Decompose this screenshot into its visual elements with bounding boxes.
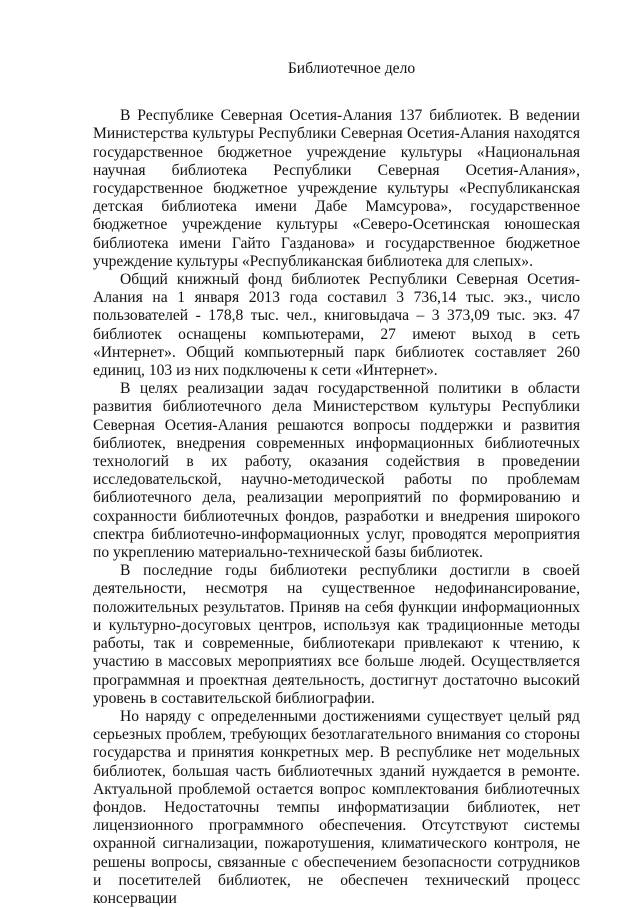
paragraph-3: В целях реализации задач государственной политики в области развития библиотечного дела Министерством культуры Республики Северная Осетия-Алания решаются вопросы поддержки и развития библиотек, внедрения современных информационных библиотечных технологий в их работу, оказания содействия в проведении исследовательской, научно-методической работы по проблемам библиотечного дела, реализации мероприятий по формированию и сохранности библиотечных фондов, разработки и внедрения широкого спектра библиотечно-информационных услуг, проводятся мероприятия по укреплению материально-технической базы библиотек. [93,380,580,562]
paragraph-4: В последние годы библиотеки республики достигли в своей деятельности, несмотря на существенное недофинансирование, положительных результатов. Приняв на себя функции информационных и культурно-досуговых центров, используя как традиционные методы работы, так и современные, библиотекари привлекают к чтению, к участию в массовых мероприятиях все больше людей. Осуществляется программная и проектная деятельность, достигнут достаточно высокий уровень в составительской библиографии. [93,562,580,707]
document-page [93,60,580,908]
paragraph-1: В Республике Северная Осетия-Алания 137 библиотек. В ведении Министерства культуры Республики Северная Осетия-Алания находятся государственное бюджетное учреждение культуры «Национальная научная библиотека Республики Северная Осетия-Алания», государственное бюджетное учреждение культуры «Республиканская детская библиотека имени Дабе Мамсурова», государственное бюджетное учреждение культуры «Северо-Осетинская юношеская библиотека имени Гайто Газданова» и государственное бюджетное учреждение культуры «Республиканская библиотека для слепых». [93,107,580,270]
paragraph-5: Но наряду с определенными достижениями существует целый ряд серьезных проблем, требующих безотлагательного внимания со стороны государства и принятия конкретных мер. В республике нет модельных библиотек, большая часть библиотечных зданий нуждается в ремонте. Актуальной проблемой остается вопрос комплектования библиотечных фондов. Недостаточны темпы информатизации библиотек, нет лицензионного программного обеспечения. Отсутствуют системы охранной сигнализации, пожаротушения, климатического контроля, не решены вопросы, связанные с обеспечением безопасности сотрудников и посетителей библиотек, не обеспечен технический процесс консервации [93,707,580,907]
document-title: Библиотечное дело [287,60,416,77]
paragraph-2: Общий книжный фонд библиотек Республики Северная Осетия-Алания на 1 января 2013 года составил 3 736,14 тыс. экз., число пользователей - 178,8 тыс. чел., книговыдача – 3 373,09 тыс. экз. 47 библиотек оснащены компьютерами, 27 имеют выход в сеть «Интернет». Общий компьютерный парк библиотек составляет 260 единиц, 103 из них подключены к сети «Интернет». [93,271,580,380]
